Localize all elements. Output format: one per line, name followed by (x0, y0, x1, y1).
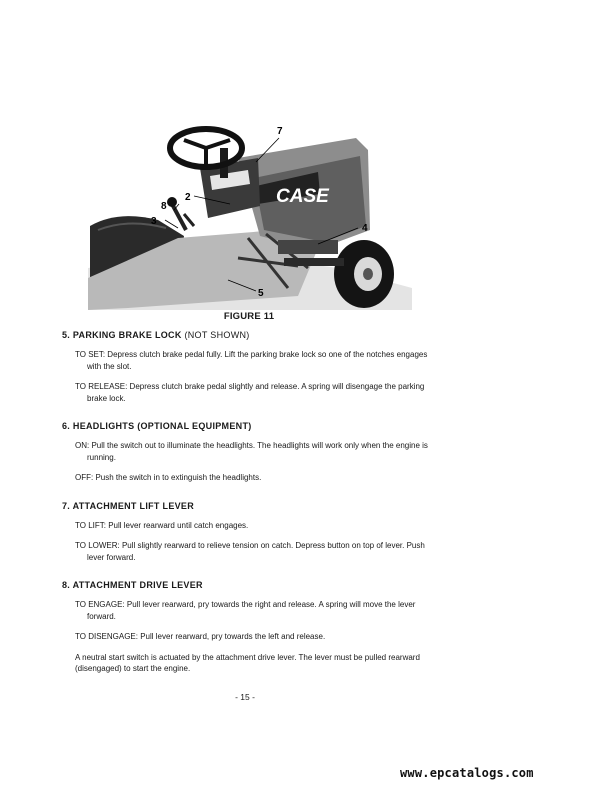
section-8-neutral-start-note: A neutral start switch is actuated by the attachment drive lever. The lever must be pulled rearward (disengaged) to start the engine. (75, 652, 420, 673)
page-number: - 15 - (235, 692, 255, 702)
callout-8: 8 (161, 201, 167, 212)
section-5-title (62, 330, 432, 340)
section-7-to-lift: TO LIFT: Pull lever rearward until catch engages. (75, 520, 249, 530)
section-8-to-engage: TO ENGAGE: Pull lever rearward, pry towards the right and release. A spring will move the lever forward. (75, 600, 416, 621)
section-8-to-disengage: TO DISENGAGE: Pull lever rearward, pry towards the left and release. (75, 632, 326, 641)
callout-4: 4 (362, 223, 368, 234)
section-8-title: 8. ATTACHMENT DRIVE LEVER (62, 580, 203, 590)
section-7-title: 7. ATTACHMENT LIFT LEVER (62, 500, 195, 511)
section-6-off: OFF: Push the switch in to extinguish the headlights. (75, 473, 262, 482)
case-brand-label: CASE (276, 186, 329, 207)
figure-caption: FIGURE 11 (223, 311, 275, 322)
callout-3: 3 (151, 216, 157, 227)
watermark-url: www.epcatalogs.com (400, 766, 534, 780)
section-5-to-set: TO SET: Depress clutch brake pedal fully. Lift the parking brake lock so one of the notches engages with the slot. (75, 350, 428, 371)
callout-2: 2 (185, 192, 191, 203)
section-6-title: 6. HEADLIGHTS (OPTIONAL EQUIPMENT) (62, 421, 252, 431)
figure-11-photo (88, 118, 412, 310)
instructions-body (62, 330, 432, 684)
section-7-to-lower: TO LOWER: Pull slightly rearward to relieve tension on catch. Depress button on top of lever. Push lever forward. (75, 541, 425, 562)
section-6-on: ON: Pull the switch out to illuminate the headlights. The headlights will work only when the engine is running. (75, 441, 428, 462)
section-5-title-text: 5. PARKING BRAKE LOCK (62, 330, 182, 340)
callout-7: 7 (277, 126, 283, 137)
section-5-title-suffix: (NOT SHOWN) (184, 330, 250, 340)
section-5-to-release: TO RELEASE: Depress clutch brake pedal slightly and release. A spring will disengage the parking brake lock. (75, 382, 425, 403)
callout-5: 5 (258, 288, 264, 299)
